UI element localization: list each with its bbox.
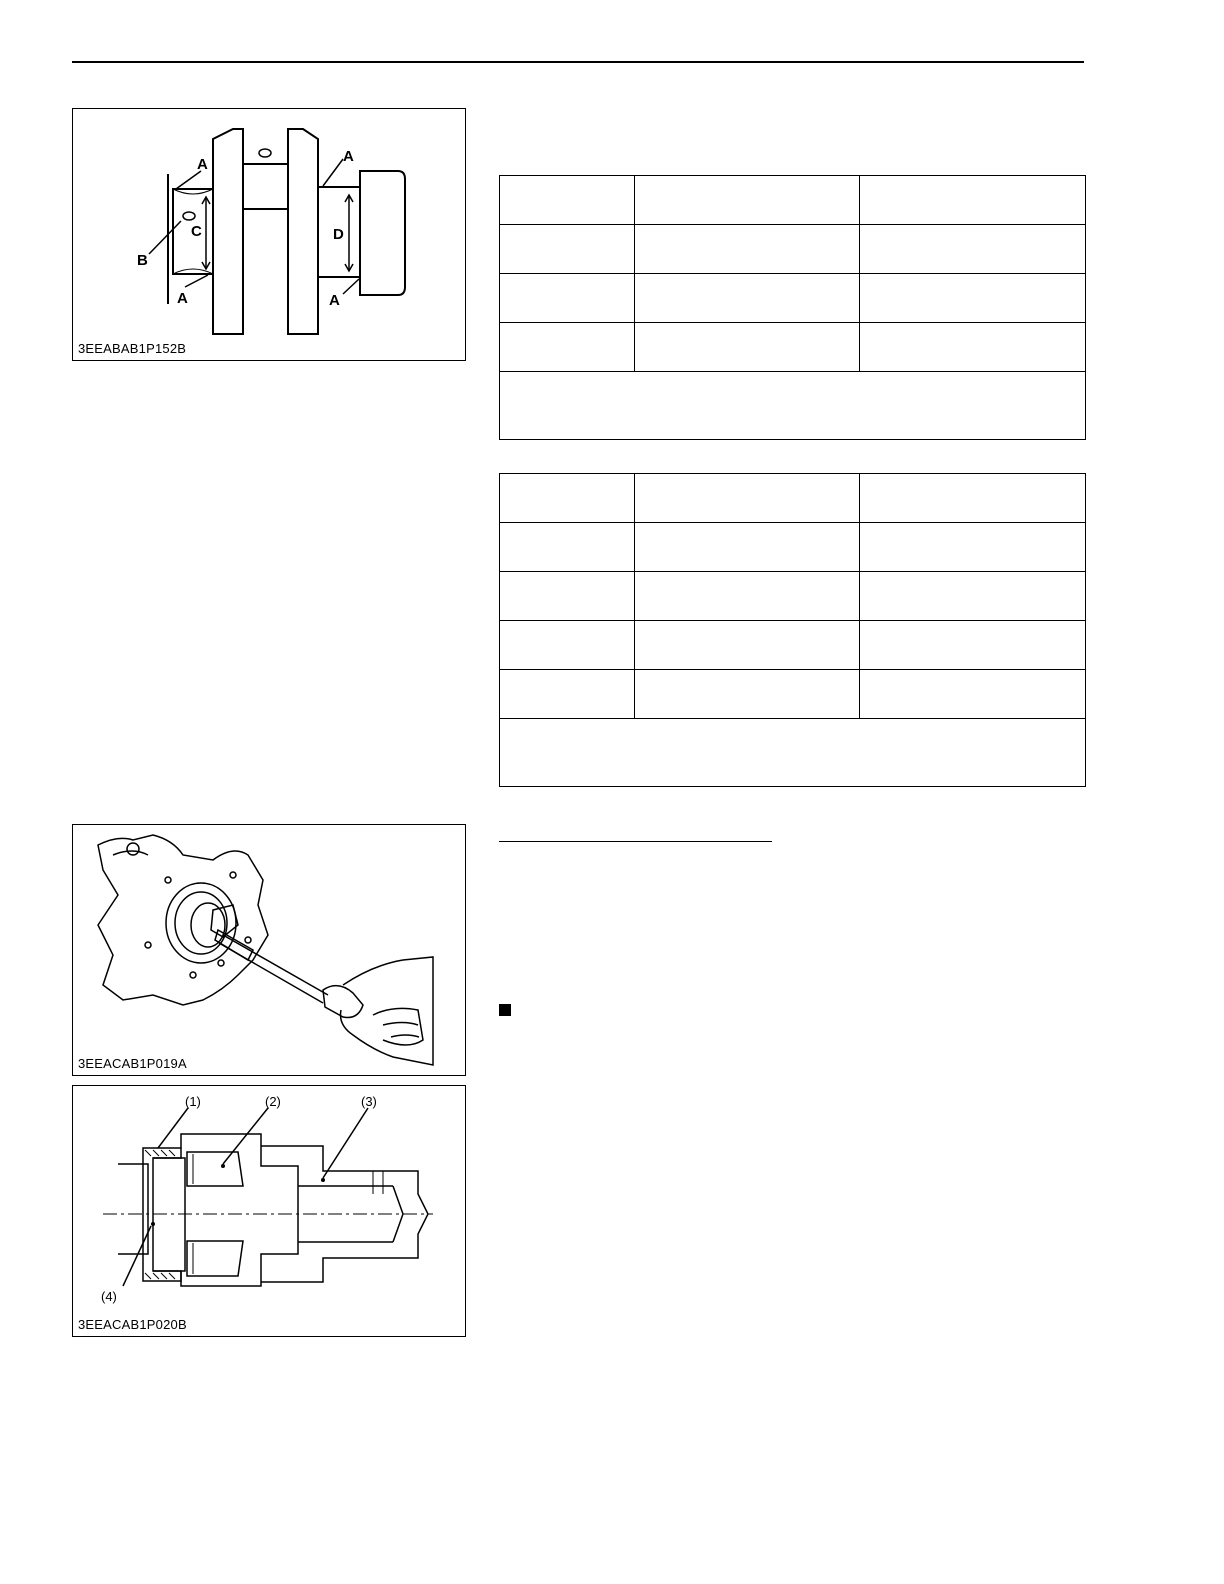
table-row <box>500 670 1086 719</box>
label-a-bottom-left: A <box>177 290 188 307</box>
spec-table-1 <box>499 175 1086 440</box>
label-d: D <box>333 226 344 243</box>
table-cell <box>635 621 860 670</box>
table-cell <box>500 372 1086 440</box>
table-cell <box>635 572 860 621</box>
table-cell <box>500 225 635 274</box>
table-cell <box>500 323 635 372</box>
table-cell <box>860 670 1086 719</box>
table-cell <box>860 474 1086 523</box>
callout-2: (2) <box>265 1094 281 1109</box>
table-footer-row <box>500 719 1086 787</box>
table-cell <box>635 274 860 323</box>
table-row <box>500 323 1086 372</box>
figure-code: 3EEACAB1P020B <box>78 1317 187 1332</box>
table-cell <box>860 621 1086 670</box>
table-cell <box>860 225 1086 274</box>
table-cell <box>860 572 1086 621</box>
table-cell <box>860 176 1086 225</box>
table-row <box>500 572 1086 621</box>
figure-code: 3EEABAB1P152B <box>78 341 187 356</box>
label-b: B <box>137 252 148 269</box>
callout-1: (1) <box>185 1094 201 1109</box>
table-footer-row <box>500 372 1086 440</box>
callout-3: (3) <box>361 1094 377 1109</box>
table-row <box>500 225 1086 274</box>
table-cell <box>860 523 1086 572</box>
subheading-underline <box>499 841 772 842</box>
label-a-top-right: A <box>343 148 354 165</box>
seal-removal-illustration <box>73 825 465 1075</box>
table-row <box>500 176 1086 225</box>
table-cell <box>635 670 860 719</box>
table-cell <box>635 176 860 225</box>
table-cell <box>635 474 860 523</box>
crankshaft-figure <box>72 108 466 361</box>
table-cell <box>635 323 860 372</box>
table-cell <box>500 572 635 621</box>
table-cell <box>500 670 635 719</box>
label-a-top-left: A <box>197 156 208 173</box>
table-cell <box>635 523 860 572</box>
table-row <box>500 274 1086 323</box>
seal-removal-figure <box>72 824 466 1076</box>
table-cell <box>635 225 860 274</box>
callout-4: (4) <box>101 1289 117 1304</box>
crankshaft-diagram <box>73 109 465 360</box>
header-rule <box>72 61 1084 63</box>
table-cell <box>500 719 1086 787</box>
table-cell <box>500 176 635 225</box>
table-row <box>500 523 1086 572</box>
table-row <box>500 621 1086 670</box>
puller-tool-diagram <box>73 1086 465 1336</box>
table-cell <box>500 523 635 572</box>
label-c: C <box>191 223 202 240</box>
figure-code: 3EEACAB1P019A <box>78 1056 187 1071</box>
spec-table-2 <box>499 473 1086 787</box>
table-row <box>500 474 1086 523</box>
section-bullet-icon <box>499 1004 511 1016</box>
table-cell <box>500 621 635 670</box>
table-cell <box>860 323 1086 372</box>
label-a-bottom-right: A <box>329 292 340 309</box>
table-cell <box>860 274 1086 323</box>
table-cell <box>500 474 635 523</box>
puller-tool-figure <box>72 1085 466 1337</box>
table-cell <box>500 274 635 323</box>
